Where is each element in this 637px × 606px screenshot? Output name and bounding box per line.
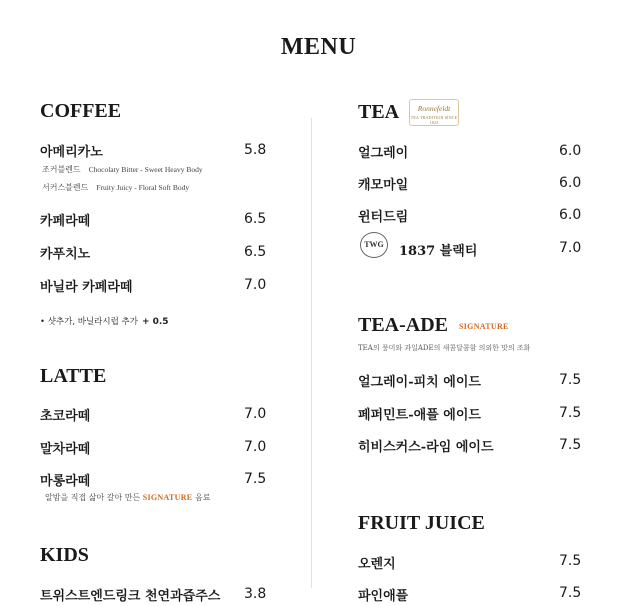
price-orange: 7.5 — [559, 553, 582, 569]
teaade-signature-badge: SIGNATURE — [459, 321, 509, 331]
tea-heading: TEA — [358, 101, 400, 123]
menu-item-caffe-latte: 카페라떼 — [40, 214, 91, 229]
ronnefeldt-logo-tagline: TEA TRADITION SINCE 1823 — [410, 115, 458, 125]
price-marron-latte: 7.5 — [244, 471, 267, 487]
extra-option-text: • 샷추가, 바닐라시럽 추가 — [40, 317, 138, 327]
ronnefeldt-logo — [409, 99, 459, 126]
price-cappuccino: 6.5 — [244, 244, 267, 260]
price-chamomile: 6.0 — [559, 175, 582, 191]
menu-item-winter-dream: 윈터드림 — [358, 210, 409, 225]
price-pineapple: 7.5 — [559, 585, 582, 601]
blend-joker-en: Chocolaty Bitter - Sweet Heavy Body — [88, 165, 203, 174]
price-americano: 5.8 — [244, 142, 267, 158]
menu-title: MENU — [280, 34, 357, 60]
menu-item-pineapple: 파인애플 — [358, 589, 409, 604]
extra-option-note — [40, 315, 169, 327]
price-choco-latte: 7.0 — [244, 406, 267, 422]
menu-item-marron-latte: 마롱라떼 — [40, 474, 91, 489]
teaade-description: TEA의 풍미와 과일ADE의 새콤달콤함 의외한 맛의 조화 — [358, 344, 531, 352]
price-matcha-latte: 7.0 — [244, 439, 267, 455]
blend-circus-kr: 서커스블렌드 — [42, 183, 89, 192]
marron-signature-badge: SIGNATURE — [142, 493, 193, 502]
price-vanilla-latte: 7.0 — [244, 277, 267, 293]
menu-item-choco-latte: 초코라떼 — [40, 409, 91, 424]
price-earlgrey-peach-ade: 7.5 — [559, 372, 582, 388]
fruit-juice-heading: FRUIT JUICE — [358, 512, 485, 534]
marron-desc-text: 알밤을 직접 삶아 갈아 만든 — [45, 493, 141, 502]
column-divider — [311, 118, 312, 588]
blend-joker — [42, 164, 203, 175]
menu-item-peppermint-apple-ade: 페퍼민트-애플 에이드 — [358, 408, 481, 423]
kids-heading: KIDS — [40, 544, 89, 566]
marron-desc-suffix: 음료 — [194, 493, 211, 502]
menu-item-americano: 아메리카노 — [40, 145, 103, 160]
price-1837-black-tea: 7.0 — [559, 240, 582, 256]
teaade-heading-text: TEA-ADE — [358, 314, 449, 336]
menu-item-orange: 오렌지 — [358, 557, 396, 572]
price-hibiscus-lime-ade: 7.5 — [559, 437, 582, 453]
price-caffe-latte: 6.5 — [244, 211, 267, 227]
blend-joker-kr: 조커블렌드 — [42, 165, 81, 174]
menu-item-kids-juice: 트위스트엔드링크 천연과즙주스 — [40, 589, 221, 604]
menu-item-vanilla-latte: 바닐라 카페라떼 — [40, 280, 133, 295]
price-peppermint-apple-ade: 7.5 — [559, 405, 582, 421]
menu-item-earlgrey-peach-ade: 얼그레이-피치 에이드 — [358, 375, 481, 390]
price-winter-dream: 6.0 — [559, 207, 582, 223]
teaade-heading — [358, 314, 509, 337]
menu-item-1837-black-tea: 1837 블랙티 — [399, 244, 478, 259]
menu-item-cappuccino: 카푸치노 — [40, 247, 91, 262]
menu-item-matcha-latte: 말차라떼 — [40, 442, 91, 457]
menu-item-chamomile: 캐모마일 — [358, 178, 409, 193]
latte-heading: LATTE — [40, 365, 107, 387]
menu-item-earl-grey: 얼그레이 — [358, 146, 409, 161]
marron-description — [45, 492, 210, 503]
extra-option-price: + 0.5 — [141, 317, 169, 327]
blend-circus-en: Fruity Juicy - Floral Soft Body — [96, 183, 190, 192]
price-kids-juice: 3.8 — [244, 586, 267, 602]
menu-item-hibiscus-lime-ade: 히비스커스-라임 에이드 — [358, 440, 494, 455]
ronnefeldt-logo-name: Ronnefeldt — [417, 104, 451, 113]
blend-circus — [42, 182, 189, 193]
twg-logo: TWG — [360, 232, 388, 258]
coffee-heading: COFFEE — [40, 100, 122, 122]
price-earl-grey: 6.0 — [559, 143, 582, 159]
